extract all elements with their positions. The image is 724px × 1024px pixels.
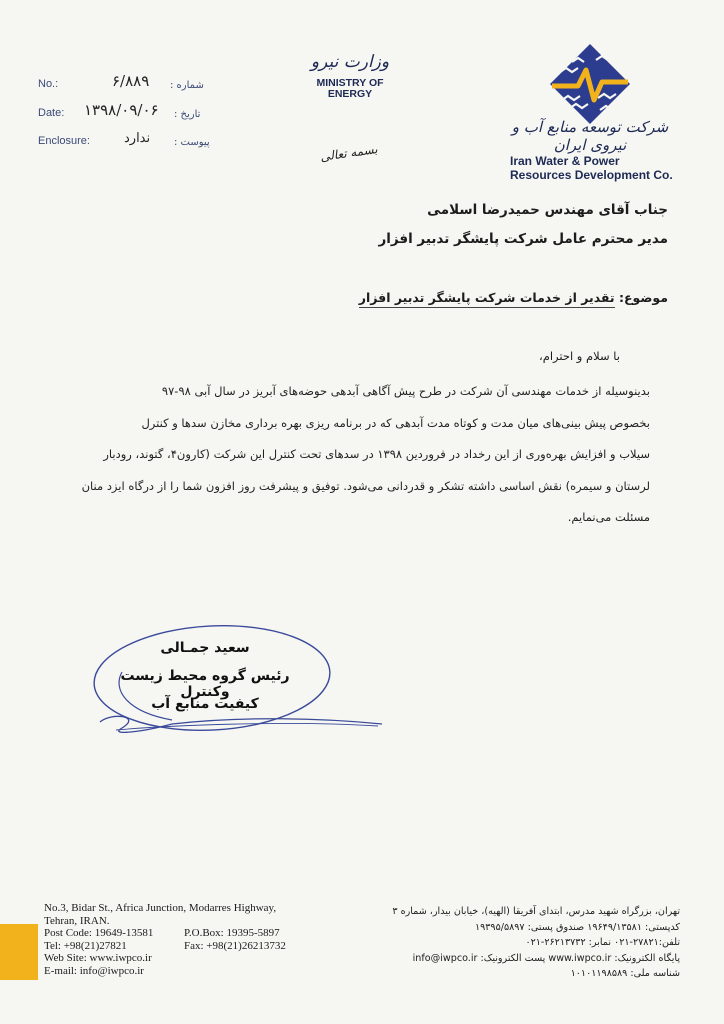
ministry-name-en-2: ENERGY [327,88,373,100]
signature-name: سعید جمـالی [160,640,250,656]
date-value: ۱۳۹۸/۰۹/۰۶ [84,101,159,119]
no-label-en: No.: [38,78,59,90]
date-label-en: Date: [38,107,65,119]
footer-fa-phone-fax: تلفن:۲۷۸۲۱-۰۲۱ نمابر: ۲۶۲۱۳۷۳۲-۰۲۱ [525,937,680,949]
footer-address-2: Tehran, IRAN. [44,914,110,927]
footer-po-box: P.O.Box: 19395-5897 [184,927,280,940]
footer-accent-bar [0,924,38,980]
subject-label: موضوع: [618,290,668,305]
ministry-logo [300,52,400,112]
footer-post-row [44,927,314,940]
footer-fa-web-email[interactable]: پایگاه الکترونیک: www.iwpco.ir پست الکترونیک: info@iwpco.ir [412,952,680,964]
date-label-fa: تاریخ : [174,109,201,120]
body-line-3: سیلاب و افزایش بهره‌وری از این رخداد در فروردین ۱۳۹۸ در سدهای تحت کنترل این شرکت (کارون۴، گتوند، رودبار [103,447,650,461]
footer-address-1: No.3, Bidar St., Africa Junction, Modarres Highway, [44,902,277,914]
footer-en [44,902,314,978]
footer-website[interactable]: Web Site: www.iwpco.ir [44,952,152,965]
no-value: ۶/۸۸۹ [112,72,150,90]
footer-tel: Tel: +98(21)27821 [44,939,127,952]
footer-fa [350,904,680,982]
letter-meta [36,70,226,150]
recipient-name: جناب آقای مهندس حمیدرضا اسلامی [427,202,668,218]
company-name-fa: شرکت توسعه منابع آب و نیروی ایران [511,118,669,154]
footer-fa-address: تهران، بزرگراه شهید مدرس، ابتدای آفریقا (الهیه)، خیابان بیدار، شماره ۳ [392,906,680,917]
footer-fa-postal: کدپستی: ۱۹۶۴۹/۱۳۵۸۱ صندوق پستی: ۱۹۳۹۵/۵۸۹۷ [474,921,680,933]
subject [268,290,668,305]
enclosure-label-en: Enclosure: [38,135,90,147]
subject-text: تقدیر از خدمات شرکت پایشگر تدبیر افزار [359,290,615,308]
no-label-fa: شماره : [170,80,204,91]
company-logo-icon [548,42,632,126]
footer-fax: Fax: +98(21)26213732 [184,939,286,952]
enclosure-label-fa: پیوست : [174,137,210,148]
body-line-4: لرستان و سیمره) نقش اساسی داشته تشکر و قدردانی می‌شود. توفیق و پیشرفت روز افزون شما را از درگاه ایزد منان [81,478,650,493]
body-line-2: بخصوص پیش بینی‌های میان مدت و کوتاه مدت آبدهی که در برنامه ریزی بهره برداری مخازن سدها و کنترل [141,415,650,430]
greeting: با سلام و احترام، [539,349,620,363]
body-line-5: مسئلت می‌نمایم. [567,510,650,524]
enclosure-value: ندارد [124,131,151,146]
recipient-title: مدیر محترم عامل شرکت پایشگر تدبیر افزار [378,231,668,247]
footer-post-code: Post Code: 19649-13581 [44,927,154,940]
footer-email[interactable]: E-mail: info@iwpco.ir [44,964,144,977]
letter-body [70,376,650,534]
company-name-en-1: Iran Water & Power [510,154,620,168]
signature-title-2: کیفیت منابع آب [151,696,259,712]
footer-fa-national-id: شناسه ملی: ۱۰۱۰۱۱۹۸۵۸۹ [570,968,680,980]
ministry-name-fa: وزارت نیرو [310,52,390,72]
body-line-1: بدینوسیله از خدمات مهندسی آن شرکت در طرح پیش آگاهی آبدهی حوضه‌های آبریز در سال آبی ۹۸-۹۷ [161,384,650,398]
signature-title-1: رئیس گروه محیط زیست وکنترل [120,668,290,700]
ministry-name-en-1: MINISTRY OF [316,77,384,89]
basmala: بسمه تعالی [319,142,379,164]
company-name-en-2: Resources Development Co. [510,168,673,182]
footer-phone-row [44,940,314,953]
